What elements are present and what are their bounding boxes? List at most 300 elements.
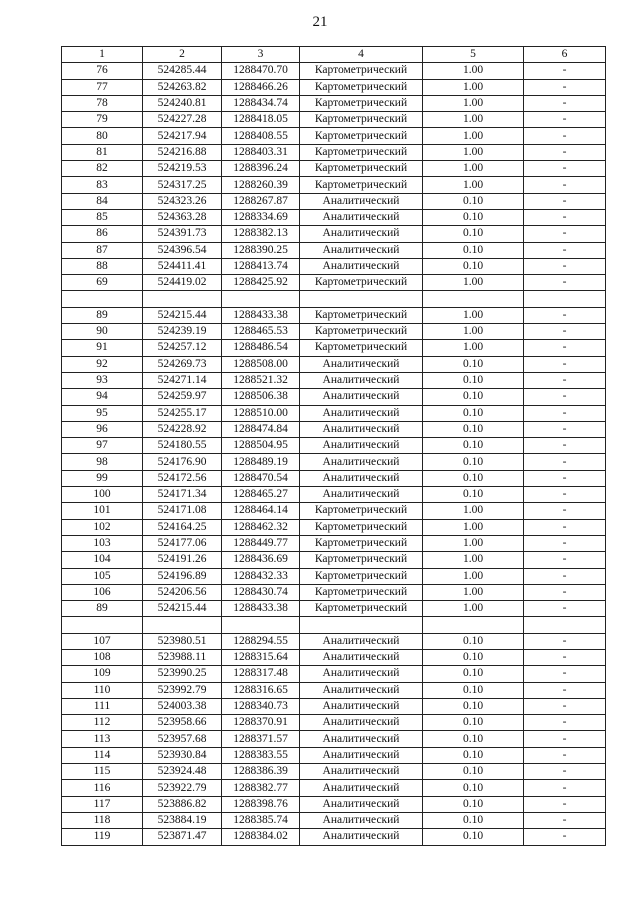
table-cell: Аналитический — [300, 356, 423, 372]
table-row — [62, 275, 606, 291]
table-cell: Картометрический — [300, 177, 423, 193]
table-cell: 1288370.91 — [222, 715, 300, 731]
table-cell: 524271.14 — [143, 372, 222, 388]
table-row — [62, 128, 606, 144]
table-row — [62, 193, 606, 209]
table-row — [62, 177, 606, 193]
table-cell: 1288386.39 — [222, 764, 300, 780]
table-cell: 1288294.55 — [222, 633, 300, 649]
table-cell: Аналитический — [300, 796, 423, 812]
table-cell: 82 — [62, 161, 143, 177]
table-cell: 524227.28 — [143, 112, 222, 128]
table-cell: 1288425.92 — [222, 275, 300, 291]
table-row — [62, 601, 606, 617]
table-cell: 1288508.00 — [222, 356, 300, 372]
table-cell: - — [524, 666, 606, 682]
table-cell: - — [524, 177, 606, 193]
table-row — [62, 161, 606, 177]
table-cell: 1288340.73 — [222, 698, 300, 714]
table-cell — [143, 291, 222, 307]
table-cell: - — [524, 356, 606, 372]
table-cell: Аналитический — [300, 487, 423, 503]
table-cell: 523957.68 — [143, 731, 222, 747]
table-row — [62, 666, 606, 682]
table-cell: 1.00 — [423, 324, 524, 340]
table-cell: 1288474.84 — [222, 421, 300, 437]
table-cell: 92 — [62, 356, 143, 372]
table-row — [62, 209, 606, 225]
table-cell: 524323.26 — [143, 193, 222, 209]
table-cell: Аналитический — [300, 405, 423, 421]
table-cell: 1.00 — [423, 79, 524, 95]
table-cell: 523990.25 — [143, 666, 222, 682]
table-cell: 0.10 — [423, 747, 524, 763]
table-cell: 93 — [62, 372, 143, 388]
table-cell — [222, 291, 300, 307]
column-header: 6 — [524, 47, 606, 63]
table-cell: 523930.84 — [143, 747, 222, 763]
table-cell: 79 — [62, 112, 143, 128]
table-cell: - — [524, 112, 606, 128]
table-cell: 524419.02 — [143, 275, 222, 291]
table-row — [62, 340, 606, 356]
table-row — [62, 79, 606, 95]
table-cell: 103 — [62, 535, 143, 551]
table-cell: 1288385.74 — [222, 812, 300, 828]
table-row — [62, 584, 606, 600]
table-cell: - — [524, 209, 606, 225]
table-cell — [62, 291, 143, 307]
table-cell: 1.00 — [423, 503, 524, 519]
table-row — [62, 144, 606, 160]
table-cell: - — [524, 324, 606, 340]
table-row — [62, 242, 606, 258]
table-cell: - — [524, 405, 606, 421]
table-cell: 80 — [62, 128, 143, 144]
table-cell: 524164.25 — [143, 519, 222, 535]
table-row — [62, 731, 606, 747]
table-cell: 111 — [62, 698, 143, 714]
table-cell: Аналитический — [300, 389, 423, 405]
table-cell: 1288382.13 — [222, 226, 300, 242]
table-cell: 524217.94 — [143, 128, 222, 144]
table-cell: 524317.25 — [143, 177, 222, 193]
table-cell: 102 — [62, 519, 143, 535]
table-cell: - — [524, 63, 606, 79]
table-cell: 1.00 — [423, 584, 524, 600]
table-cell: Аналитический — [300, 454, 423, 470]
table-cell: 1288317.48 — [222, 666, 300, 682]
table-cell: 1288506.38 — [222, 389, 300, 405]
table-row — [62, 698, 606, 714]
table-cell: Аналитический — [300, 698, 423, 714]
table-cell: - — [524, 698, 606, 714]
table-cell: 105 — [62, 568, 143, 584]
table-cell: 524391.73 — [143, 226, 222, 242]
table-cell: 1288465.53 — [222, 324, 300, 340]
table-row — [62, 95, 606, 111]
table-cell: - — [524, 242, 606, 258]
table-cell: 523988.11 — [143, 649, 222, 665]
table-cell: 113 — [62, 731, 143, 747]
table-cell: 523871.47 — [143, 829, 222, 845]
table-cell: 0.10 — [423, 829, 524, 845]
table-cell: 1288489.19 — [222, 454, 300, 470]
table-cell: 81 — [62, 144, 143, 160]
table-row — [62, 715, 606, 731]
table-cell: - — [524, 79, 606, 95]
table-cell: - — [524, 747, 606, 763]
table-cell: 117 — [62, 796, 143, 812]
table-cell — [300, 617, 423, 633]
table-cell: 524206.56 — [143, 584, 222, 600]
table-cell: 524215.44 — [143, 307, 222, 323]
table-cell: Аналитический — [300, 731, 423, 747]
table-cell: 1288384.02 — [222, 829, 300, 845]
table-cell: 1288434.74 — [222, 95, 300, 111]
table-cell: 1.00 — [423, 63, 524, 79]
column-header: 5 — [423, 47, 524, 63]
table-row — [62, 291, 606, 307]
coordinates-table — [61, 46, 606, 846]
table-cell: 1288334.69 — [222, 209, 300, 225]
table-cell: 1288470.54 — [222, 470, 300, 486]
table-row — [62, 535, 606, 551]
table-cell: Аналитический — [300, 633, 423, 649]
table-row — [62, 812, 606, 828]
table-cell: 524269.73 — [143, 356, 222, 372]
table-cell: 1288316.65 — [222, 682, 300, 698]
table-row — [62, 487, 606, 503]
table-cell: 0.10 — [423, 764, 524, 780]
table-cell: 101 — [62, 503, 143, 519]
table-cell: 523980.51 — [143, 633, 222, 649]
table-cell: - — [524, 438, 606, 454]
table-cell: 118 — [62, 812, 143, 828]
table-cell: 524215.44 — [143, 601, 222, 617]
table-cell: - — [524, 601, 606, 617]
column-header: 2 — [143, 47, 222, 63]
table-cell: - — [524, 568, 606, 584]
table-cell: 89 — [62, 601, 143, 617]
table-row — [62, 617, 606, 633]
table-cell: 114 — [62, 747, 143, 763]
table-cell: - — [524, 258, 606, 274]
table-cell: 0.10 — [423, 226, 524, 242]
table-row — [62, 372, 606, 388]
table-cell: 0.10 — [423, 682, 524, 698]
table-cell: 84 — [62, 193, 143, 209]
table-row — [62, 747, 606, 763]
table-cell: 524411.41 — [143, 258, 222, 274]
table-cell: - — [524, 193, 606, 209]
table-cell: 1.00 — [423, 535, 524, 551]
table-cell: 1288390.25 — [222, 242, 300, 258]
table-cell: Аналитический — [300, 258, 423, 274]
table-cell: 0.10 — [423, 780, 524, 796]
table-cell: 1288464.14 — [222, 503, 300, 519]
table-cell: 524240.81 — [143, 95, 222, 111]
table-cell: 1288504.95 — [222, 438, 300, 454]
table-cell: 115 — [62, 764, 143, 780]
table-cell: 1288510.00 — [222, 405, 300, 421]
table-cell: - — [524, 454, 606, 470]
table-cell: 0.10 — [423, 209, 524, 225]
table-row — [62, 438, 606, 454]
table-cell: 524255.17 — [143, 405, 222, 421]
table-cell: 524239.19 — [143, 324, 222, 340]
table-cell: - — [524, 487, 606, 503]
table-cell: - — [524, 128, 606, 144]
table-cell: 1288371.57 — [222, 731, 300, 747]
table-cell: 0.10 — [423, 389, 524, 405]
table-cell: - — [524, 144, 606, 160]
table-cell: Аналитический — [300, 682, 423, 698]
table-cell: Картометрический — [300, 95, 423, 111]
table-cell: Картометрический — [300, 535, 423, 551]
table-cell: 524396.54 — [143, 242, 222, 258]
table-cell: 1288465.27 — [222, 487, 300, 503]
table-cell — [300, 291, 423, 307]
table-cell: Картометрический — [300, 275, 423, 291]
table-cell: 1288466.26 — [222, 79, 300, 95]
table-cell: 1.00 — [423, 519, 524, 535]
table-cell: 0.10 — [423, 649, 524, 665]
table-cell: - — [524, 633, 606, 649]
table-cell: 1288430.74 — [222, 584, 300, 600]
table-cell: - — [524, 226, 606, 242]
table-cell: - — [524, 731, 606, 747]
table-cell: 0.10 — [423, 242, 524, 258]
table-cell: 0.10 — [423, 715, 524, 731]
table-cell: - — [524, 764, 606, 780]
table-cell: 0.10 — [423, 438, 524, 454]
table-cell: 0.10 — [423, 487, 524, 503]
table-cell: - — [524, 421, 606, 437]
table-cell: 108 — [62, 649, 143, 665]
table-cell: 78 — [62, 95, 143, 111]
table-cell: 524285.44 — [143, 63, 222, 79]
table-cell: 97 — [62, 438, 143, 454]
table-cell: 90 — [62, 324, 143, 340]
table-body — [62, 63, 606, 845]
table-cell: 524003.38 — [143, 698, 222, 714]
table-cell: Аналитический — [300, 226, 423, 242]
table-row — [62, 552, 606, 568]
table-cell: 116 — [62, 780, 143, 796]
table-cell: 88 — [62, 258, 143, 274]
table-row — [62, 405, 606, 421]
table-cell: 119 — [62, 829, 143, 845]
table-cell: 0.10 — [423, 372, 524, 388]
table-cell: 1.00 — [423, 340, 524, 356]
table-cell: - — [524, 307, 606, 323]
table-cell: 0.10 — [423, 405, 524, 421]
table-cell: - — [524, 812, 606, 828]
table-row — [62, 258, 606, 274]
table-row — [62, 112, 606, 128]
table-cell: - — [524, 470, 606, 486]
table-cell: 0.10 — [423, 812, 524, 828]
column-header: 3 — [222, 47, 300, 63]
table-cell: 69 — [62, 275, 143, 291]
table-cell: 524177.06 — [143, 535, 222, 551]
table-cell: Картометрический — [300, 503, 423, 519]
table-cell: - — [524, 535, 606, 551]
table-cell: Аналитический — [300, 209, 423, 225]
table-cell: 85 — [62, 209, 143, 225]
table-cell: 523884.19 — [143, 812, 222, 828]
page-number: 21 — [312, 14, 328, 30]
table-row — [62, 780, 606, 796]
table-cell: 91 — [62, 340, 143, 356]
table-cell: 110 — [62, 682, 143, 698]
table-cell: 524216.88 — [143, 144, 222, 160]
table-cell: Аналитический — [300, 242, 423, 258]
table-row — [62, 226, 606, 242]
table-cell: 1.00 — [423, 601, 524, 617]
table-cell: Картометрический — [300, 63, 423, 79]
table-cell: 1288382.77 — [222, 780, 300, 796]
table-cell: Аналитический — [300, 438, 423, 454]
table-cell: - — [524, 796, 606, 812]
table-cell: 1288470.70 — [222, 63, 300, 79]
table-cell: 0.10 — [423, 731, 524, 747]
table-cell: 1288267.87 — [222, 193, 300, 209]
header-row — [62, 47, 606, 63]
table-cell: Картометрический — [300, 324, 423, 340]
table-cell: 0.10 — [423, 193, 524, 209]
table-cell: Аналитический — [300, 812, 423, 828]
table-cell: - — [524, 95, 606, 111]
table-row — [62, 470, 606, 486]
table-cell: Картометрический — [300, 144, 423, 160]
table-cell: - — [524, 372, 606, 388]
table-cell: 523886.82 — [143, 796, 222, 812]
table-row — [62, 764, 606, 780]
table-cell: 86 — [62, 226, 143, 242]
table-cell: 1.00 — [423, 307, 524, 323]
table-cell — [143, 617, 222, 633]
table-cell: Картометрический — [300, 128, 423, 144]
table-cell: - — [524, 161, 606, 177]
table-cell: Картометрический — [300, 601, 423, 617]
table-cell: 1288398.76 — [222, 796, 300, 812]
table-cell: Аналитический — [300, 372, 423, 388]
table-cell: 1288433.38 — [222, 307, 300, 323]
table-cell: 99 — [62, 470, 143, 486]
table-cell: 524171.08 — [143, 503, 222, 519]
table-cell: 1288436.69 — [222, 552, 300, 568]
table-cell: 1.00 — [423, 568, 524, 584]
table-cell: - — [524, 715, 606, 731]
table-cell — [524, 617, 606, 633]
table-cell: Аналитический — [300, 649, 423, 665]
table-cell: 0.10 — [423, 454, 524, 470]
table-cell: 1.00 — [423, 552, 524, 568]
table-cell: Картометрический — [300, 340, 423, 356]
table-cell: Аналитический — [300, 470, 423, 486]
table-cell: 1.00 — [423, 128, 524, 144]
table-cell: 0.10 — [423, 666, 524, 682]
table-cell: 1288403.31 — [222, 144, 300, 160]
table-row — [62, 324, 606, 340]
table-cell: 524172.56 — [143, 470, 222, 486]
table-cell: 1288462.32 — [222, 519, 300, 535]
table-cell: 0.10 — [423, 633, 524, 649]
table-cell: 0.10 — [423, 470, 524, 486]
table-cell — [423, 617, 524, 633]
table-cell: 0.10 — [423, 796, 524, 812]
table-cell: Аналитический — [300, 780, 423, 796]
table-cell: 106 — [62, 584, 143, 600]
table-cell: 0.10 — [423, 698, 524, 714]
table-cell: - — [524, 649, 606, 665]
table-cell: 524196.89 — [143, 568, 222, 584]
table-cell: Картометрический — [300, 568, 423, 584]
table-cell: 1288260.39 — [222, 177, 300, 193]
table-row — [62, 519, 606, 535]
table-cell: 1288432.33 — [222, 568, 300, 584]
table-cell: Аналитический — [300, 193, 423, 209]
table-cell: 87 — [62, 242, 143, 258]
table-cell: 1288413.74 — [222, 258, 300, 274]
table-cell: 1.00 — [423, 161, 524, 177]
table-row — [62, 796, 606, 812]
table-row — [62, 503, 606, 519]
table-cell: - — [524, 780, 606, 796]
table-cell: 524171.34 — [143, 487, 222, 503]
table-cell: 1288449.77 — [222, 535, 300, 551]
table-row — [62, 568, 606, 584]
table-cell: - — [524, 275, 606, 291]
table-row — [62, 356, 606, 372]
table-cell — [222, 617, 300, 633]
table-cell: 523924.48 — [143, 764, 222, 780]
table-cell: - — [524, 552, 606, 568]
table-cell: - — [524, 682, 606, 698]
table-cell: 1288315.64 — [222, 649, 300, 665]
table-cell: 524263.82 — [143, 79, 222, 95]
table-cell: - — [524, 503, 606, 519]
table-row — [62, 389, 606, 405]
table-cell: Картометрический — [300, 79, 423, 95]
table-cell: Картометрический — [300, 307, 423, 323]
table-cell: Аналитический — [300, 747, 423, 763]
table-cell — [423, 291, 524, 307]
table-cell: 1.00 — [423, 95, 524, 111]
table-cell: 524176.90 — [143, 454, 222, 470]
table-cell: 0.10 — [423, 258, 524, 274]
table-cell: 523958.66 — [143, 715, 222, 731]
table-cell: 77 — [62, 79, 143, 95]
table-cell: - — [524, 829, 606, 845]
table-cell: 95 — [62, 405, 143, 421]
table-cell: 1.00 — [423, 177, 524, 193]
table-cell: 524228.92 — [143, 421, 222, 437]
table-row — [62, 633, 606, 649]
table-cell: 1288486.54 — [222, 340, 300, 356]
table-cell: Аналитический — [300, 666, 423, 682]
table-cell: 1.00 — [423, 275, 524, 291]
column-header: 1 — [62, 47, 143, 63]
table-cell: 109 — [62, 666, 143, 682]
table-cell: 1288408.55 — [222, 128, 300, 144]
table-cell: Картометрический — [300, 161, 423, 177]
table-cell: - — [524, 340, 606, 356]
table-row — [62, 649, 606, 665]
table-cell: 523922.79 — [143, 780, 222, 796]
